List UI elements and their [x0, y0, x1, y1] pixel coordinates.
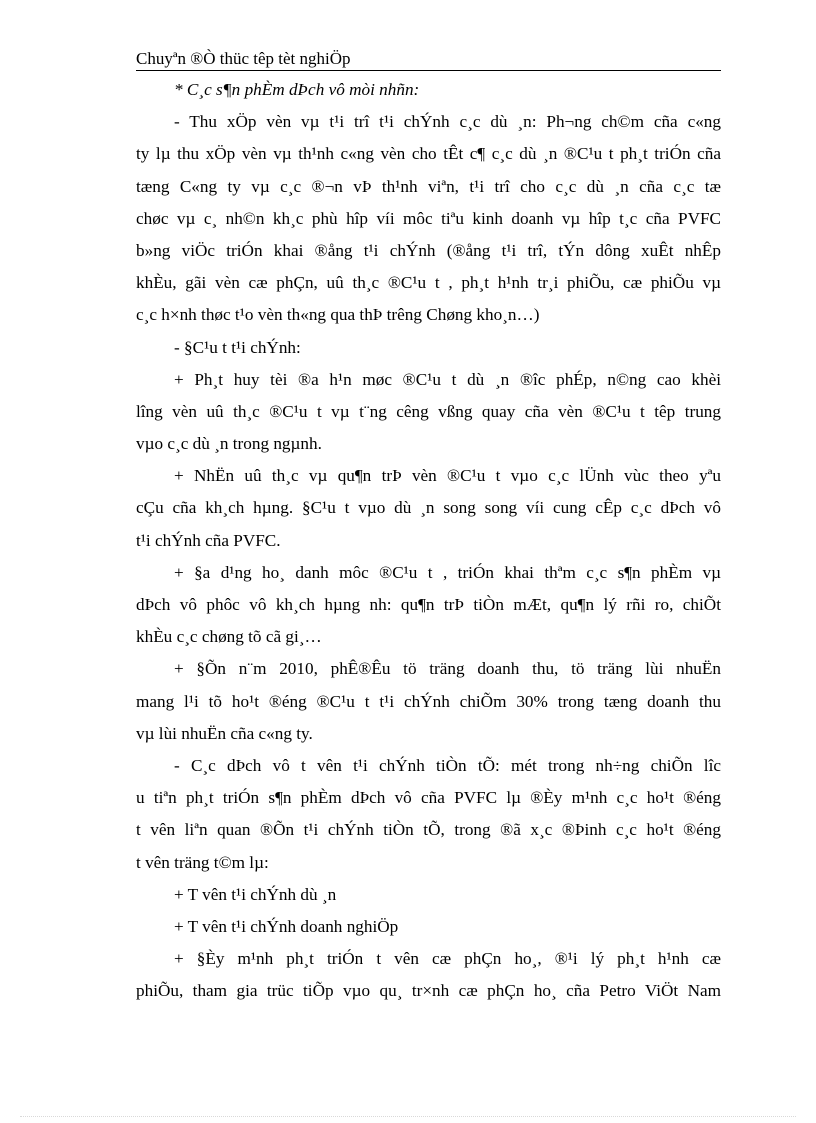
paragraph-line: phiÕu, tham gia trüc tiÕp vµo qu¸ tr×nh cæ phÇn ho¸ cña Petro ViÖt Nam	[136, 981, 721, 1001]
paragraph-line: dÞch vô phôc vô kh¸ch hµng nh: qu¶n trÞ tiÒn mÆt, qu¶n lý rñi ro, chiÕt	[136, 595, 721, 614]
paragraph-line: tæng C«ng ty vµ c¸c ®¬n vÞ th¹nh viªn, t¹i trî cho c¸c dù ¸n cña c¸c tæ	[136, 176, 721, 196]
paragraph-line: - §C¹u t t¹i chÝnh:	[174, 337, 301, 357]
paragraph-line: + §Èy m¹nh ph¸t triÓn t vên cæ phÇn ho¸, ®¹i lý ph¸t h¹nh cæ	[174, 949, 721, 969]
paragraph-line: khÈu c¸c chøng tõ cã gi¸…	[136, 627, 322, 647]
paragraph-line: b»ng viÖc triÓn khai ®ång t¹i chÝnh (®ång t¹i trî, tÝn dông xuÊt nhÊp	[136, 240, 721, 260]
paragraph-line: cÇu cña kh¸ch hµng. §C¹u t vµo dù ¸n song song víi cung cÊp c¸c dÞch vô	[136, 498, 721, 518]
paragraph-line: ty lµ thu xÖp vèn vµ th¹nh c«ng vèn cho tÊt c¶ c¸c dù ¸n ®C¹u t ph¸t triÓn cña	[136, 144, 721, 164]
paragraph-line: - Thu xÖp vèn vµ t¹i trî t¹i chÝnh c¸c dù ¸n: Ph¬ng ch©m cña c«ng	[174, 112, 721, 132]
paragraph-line: + Ph¸t huy tèi ®a h¹n møc ®C¹u t dù ¸n ®îc phÉp, n©ng cao khèi	[174, 369, 721, 389]
paragraph-line: chøc vµ c¸ nh©n kh¸c phù hîp víi môc tiªu kinh doanh vµ hîp t¸c cña PVFC	[136, 208, 721, 228]
paragraph-line: khÈu, gãi vèn cæ phÇn, uû th¸c ®C¹u t , ph¸t h¹nh tr¸i phiÕu, cæ phiÕu vµ	[136, 273, 721, 293]
page-bottom-border	[20, 1116, 796, 1117]
paragraph-line: + T vên t¹i chÝnh dù ¸n	[174, 884, 337, 904]
paragraph-line: + §Õn n¨m 2010, phÊ®Êu tö träng doanh thu, tö träng lùi nhuËn	[174, 659, 721, 679]
paragraph-line: t¹i chÝnh cña PVFC.	[136, 530, 281, 550]
paragraph-line: - C¸c dÞch vô t vên t¹i chÝnh tiÒn tÕ: mét trong nh÷ng chiÕn lîc	[174, 755, 721, 775]
paragraph-line: + §a d¹ng ho¸ danh môc ®C¹u t , triÓn khai thªm c¸c s¶n phÈm vµ	[174, 562, 721, 582]
paragraph-line: + T vên t¹i chÝnh doanh nghiÖp	[174, 916, 399, 936]
paragraph-line: vµ lùi nhuËn cña c«ng ty.	[136, 723, 313, 743]
paragraph-line: c¸c h×nh thøc t¹o vèn th«ng qua thÞ trêng Chøng kho¸n…)	[136, 305, 540, 325]
paragraph-line: mang l¹i tõ ho¹t ®éng ®C¹u t t¹i chÝnh chiÕm 30% trong tæng doanh thu	[136, 691, 721, 711]
section-heading: * C¸c s¶n phÈm dÞch vô mòi nhñn:	[174, 80, 420, 99]
document-body	[136, 74, 721, 1007]
paragraph-line: + NhËn uû th¸c vµ qu¶n trÞ vèn ®C¹u t vµo c¸c lÜnh vùc theo yªu	[174, 466, 721, 486]
paragraph-line: t vên liªn quan ®Õn t¹i chÝnh tiÒn tÕ, trong ®ã x¸c ®Þinh c¸c ho¹t ®éng	[136, 820, 721, 840]
paragraph-line: lîng vèn uû th¸c ®C¹u t vµ t¨ng cêng vßng quay cña vèn ®C¹u t têp trung	[136, 401, 721, 421]
paragraph-line: vµo c¸c dù ¸n trong ngµnh.	[136, 434, 322, 454]
paragraph-line: u tiªn ph¸t triÓn s¶n phÈm dÞch vô cña PVFC lµ ®Èy m¹nh c¸c ho¹t ®éng	[136, 788, 721, 808]
paragraph-line: t vên träng t©m lµ:	[136, 852, 269, 872]
page-header: Chuyªn ®Ò thüc têp tèt nghiÖp	[136, 49, 721, 71]
